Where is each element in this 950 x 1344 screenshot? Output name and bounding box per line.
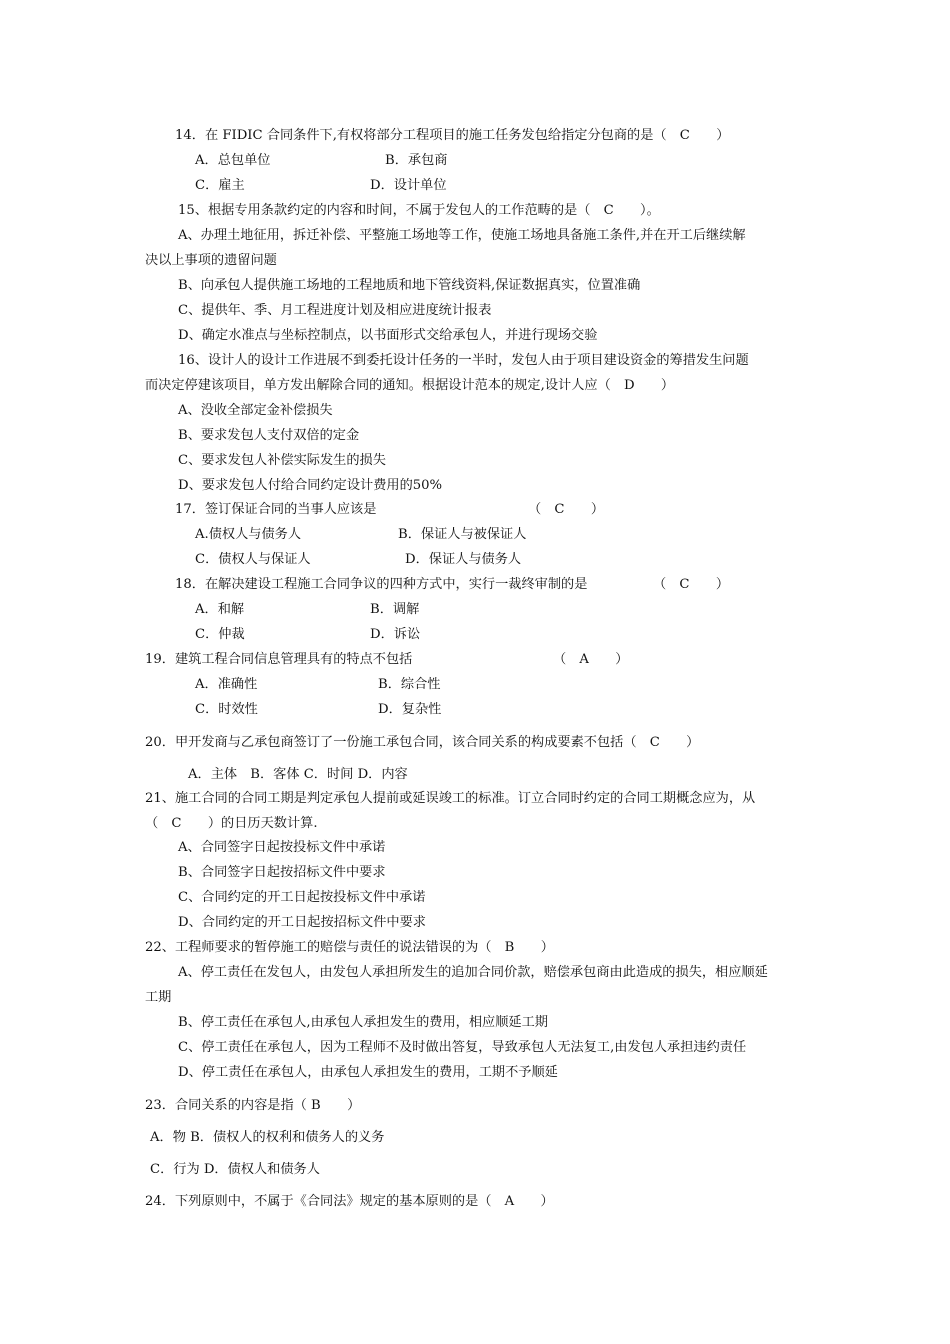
q16-option-d: D、要求发包人付给合同约定设计费用的50%	[178, 478, 443, 493]
q21-option-b: B、合同签字日起按招标文件中要求	[178, 865, 386, 880]
q16-option-a: A、没收全部定金补偿损失	[178, 403, 333, 418]
question-24: 24．下列原则中，不属于《合同法》规定的基本原则的是（ A ）	[145, 1194, 554, 1209]
q18-option-c: C．仲裁	[195, 627, 245, 642]
q15-option-d: D、确定水准点与坐标控制点，以书面形式交给承包人，并进行现场交验	[178, 328, 598, 343]
q22-option-d: D、停工责任在承包人，由承包人承担发生的费用，工期不予顺延	[178, 1065, 558, 1080]
q18-option-d: D．诉讼	[370, 627, 421, 642]
question-21-cont: （ C ）的日历天数计算.	[145, 816, 318, 831]
q19-answer: （ A ）	[553, 652, 629, 667]
q15-option-c: C、提供年、季、月工程进度计划及相应进度统计报表	[178, 303, 492, 318]
q22-option-a: A、停工责任在发包人，由发包人承担所发生的追加合同价款，赔偿承包商由此造成的损失，相应顺延	[178, 965, 768, 980]
q15-option-a-cont: 决以上事项的遗留问题	[145, 253, 277, 268]
q19-option-a: A．准确性	[195, 677, 258, 692]
q18-option-b: B．调解	[370, 602, 420, 617]
question-21: 21、施工合同的合同工期是判定承包人提前或延误竣工的标准。订立合同时约定的合同工期概念应为，从	[145, 791, 756, 806]
question-23: 23．合同关系的内容是指（ B ）	[145, 1098, 361, 1113]
q17-option-c: C．债权人与保证人	[195, 552, 311, 567]
question-16: 16、设计人的设计工作进展不到委托设计任务的一半时，发包人由于项目建设资金的筹措发生问题	[178, 353, 749, 368]
q17-option-b: B．保证人与被保证人	[398, 527, 527, 542]
q17-option-a: A.债权人与债务人	[195, 527, 302, 542]
question-14: 14．在 FIDIC 合同条件下,有权将部分工程项目的施工任务发包给指定分包商的是（ C ）	[175, 128, 730, 143]
q18-option-a: A．和解	[195, 602, 245, 617]
q22-option-a-cont: 工期	[145, 990, 172, 1005]
question-16-cont: 而决定停建该项目，单方发出解除合同的通知。根据设计范本的规定,设计人应（ D ）	[145, 378, 675, 393]
q17-option-d: D．保证人与债务人	[405, 552, 522, 567]
q14-option-a: A．总包单位	[195, 153, 271, 168]
question-15: 15、根据专用条款约定的内容和时间，不属于发包人的工作范畴的是（ C ）。	[178, 203, 660, 218]
q21-option-d: D、合同约定的开工日起按招标文件中要求	[178, 915, 426, 930]
q16-option-c: C、要求发包人补偿实际发生的损失	[178, 453, 386, 468]
q17-answer: （ C ）	[528, 502, 605, 517]
q23-option-cd: C．行为 D．债权人和债务人	[150, 1162, 320, 1177]
q15-option-a: A、办理土地征用，拆迁补偿、平整施工场地等工作，使施工场地具备施工条件,并在开工后继续解	[178, 228, 746, 243]
q19-option-d: D．复杂性	[378, 702, 442, 717]
question-18: 18．在解决建设工程施工合同争议的四种方式中，实行一裁终审制的是	[175, 577, 588, 592]
question-17: 17．签订保证合同的当事人应该是	[175, 502, 377, 517]
question-22: 22、工程师要求的暂停施工的赔偿与责任的说法错误的为（ B ）	[145, 940, 554, 955]
q22-option-c: C、停工责任在承包人，因为工程师不及时做出答复，导致承包人无法复工,由发包人承担违约责任	[178, 1040, 747, 1055]
q21-option-c: C、合同约定的开工日起按投标文件中承诺	[178, 890, 426, 905]
q19-option-b: B．综合性	[378, 677, 441, 692]
q19-option-c: C．时效性	[195, 702, 258, 717]
q14-option-c: C．雇主	[195, 178, 245, 193]
q15-option-b: B、向承包人提供施工场地的工程地质和地下管线资料,保证数据真实，位置准确	[178, 278, 641, 293]
q14-option-d: D．设计单位	[370, 178, 447, 193]
q16-option-b: B、要求发包人支付双倍的定金	[178, 428, 360, 443]
question-20: 20．甲开发商与乙承包商签订了一份施工承包合同，该合同关系的构成要素不包括（ C ）	[145, 735, 700, 750]
q21-option-a: A、合同签字日起按投标文件中承诺	[178, 840, 386, 855]
q22-option-b: B、停工责任在承包人,由承包人承担发生的费用，相应顺延工期	[178, 1015, 548, 1030]
question-19: 19．建筑工程合同信息管理具有的特点不包括	[145, 652, 413, 667]
q23-option-ab: A．物 B．债权人的权利和债务人的义务	[150, 1130, 385, 1145]
q18-answer: （ C ）	[653, 577, 730, 592]
q14-option-b: B．承包商	[385, 153, 448, 168]
q20-options: A．主体 B．客体 C．时间 D．内容	[188, 767, 408, 782]
